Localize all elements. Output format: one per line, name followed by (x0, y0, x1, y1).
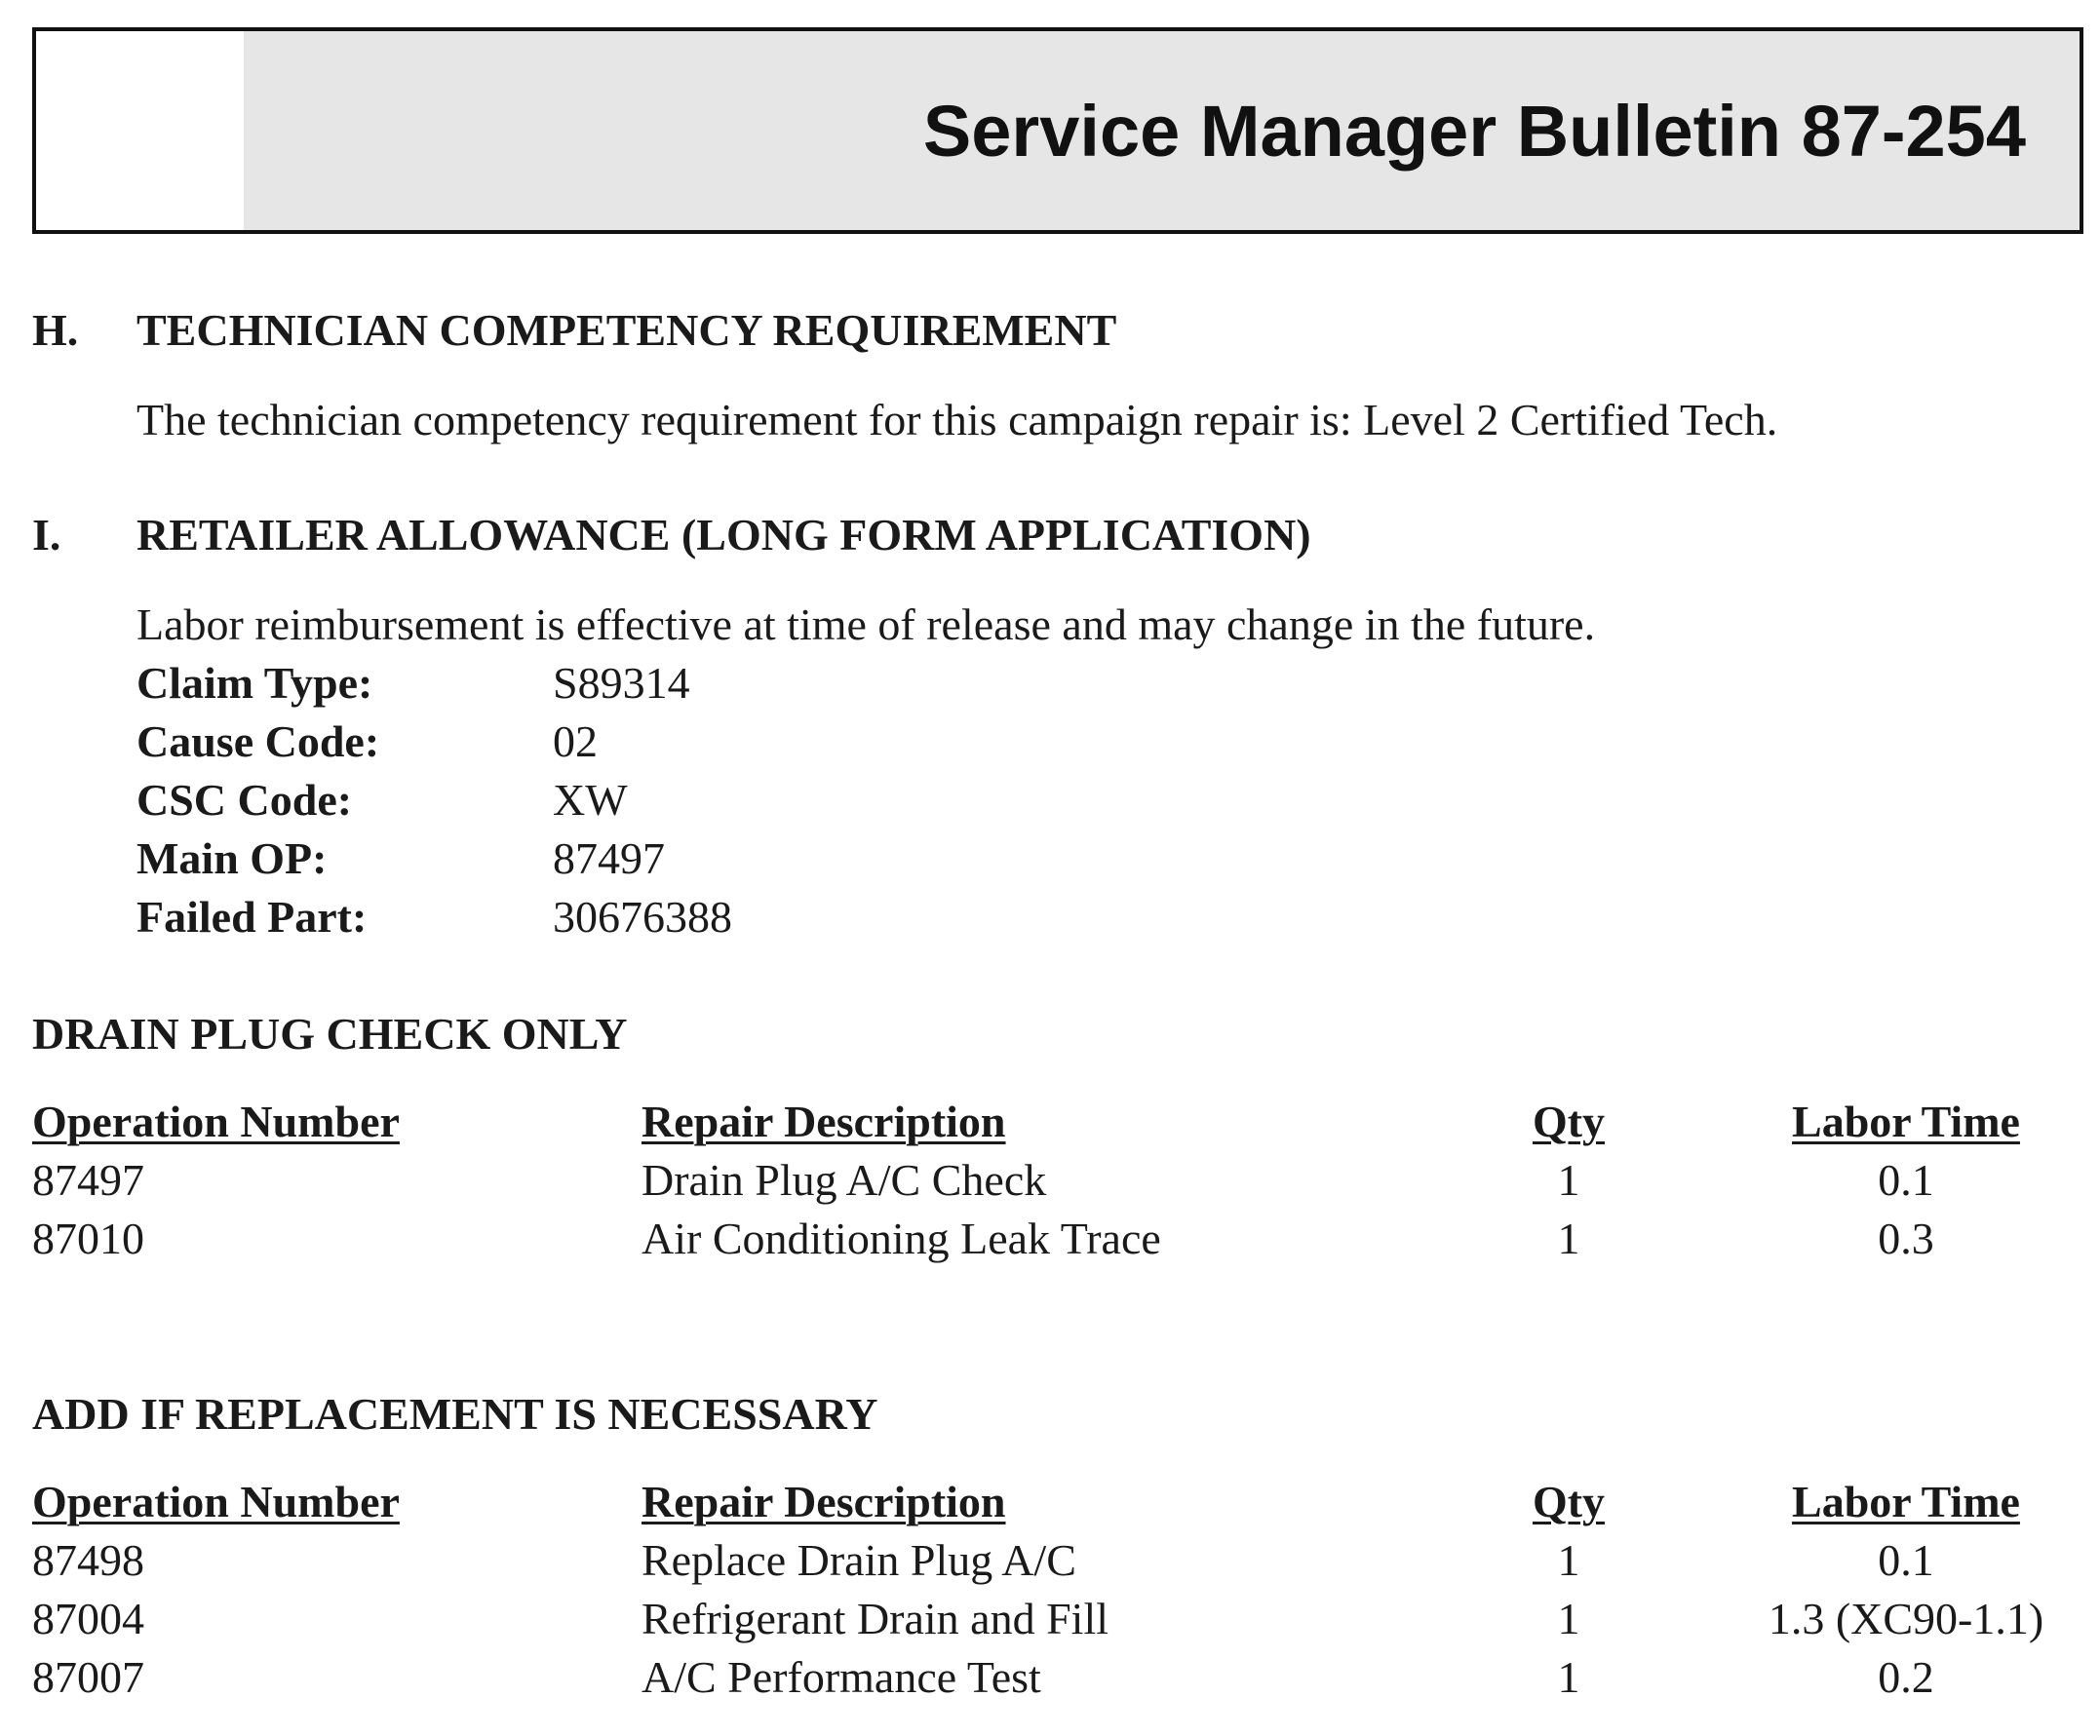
table2-row1-qty: 1 (1557, 1535, 1580, 1585)
table1-row1-qty: 1 (1557, 1155, 1580, 1205)
failed-part-label: Failed Part: (136, 892, 368, 942)
table1-header-operation: Operation Number (32, 1097, 400, 1146)
table1-header-description: Repair Description (642, 1097, 1006, 1146)
bulletin-header (32, 27, 2083, 234)
section-h-letter: H. (32, 305, 79, 355)
main-op-value: 87497 (553, 833, 665, 883)
section-h-text: The technician competency requirement for this campaign repair is: Level 2 Certified Tech. (136, 395, 1778, 444)
table1-row1-description: Drain Plug A/C Check (642, 1155, 1047, 1205)
bulletin-title: Service Manager Bulletin 87-254 (922, 91, 2026, 172)
table2-row1-description: Replace Drain Plug A/C (642, 1535, 1076, 1585)
table1-row1-operation: 87497 (32, 1155, 144, 1205)
table1-row2-description: Air Conditioning Leak Trace (642, 1214, 1161, 1263)
csc-code-label: CSC Code: (136, 775, 353, 825)
table2-row1-operation: 87498 (32, 1535, 144, 1585)
cause-code-label: Cause Code: (136, 716, 380, 766)
table2-header-labor: Labor Time (1792, 1477, 2020, 1526)
table2-row3-description: A/C Performance Test (642, 1652, 1041, 1702)
table2-row2-qty: 1 (1557, 1594, 1580, 1643)
section-i-letter: I. (32, 510, 61, 559)
table2-row3-qty: 1 (1557, 1652, 1580, 1702)
table1-row2-labor: 0.3 (1878, 1214, 1934, 1263)
table1-title: DRAIN PLUG CHECK ONLY (32, 1009, 628, 1059)
table2-row2-operation: 87004 (32, 1594, 144, 1643)
table2-header-description: Repair Description (642, 1477, 1006, 1526)
claim-type-value: S89314 (553, 658, 690, 708)
cause-code-value: 02 (553, 716, 598, 766)
table2-header-operation: Operation Number (32, 1477, 400, 1526)
table1-row2-operation: 87010 (32, 1214, 144, 1263)
table2-row2-labor: 1.3 (XC90-1.1) (1768, 1594, 2044, 1643)
table2-row3-operation: 87007 (32, 1652, 144, 1702)
table2-row2-description: Refrigerant Drain and Fill (642, 1594, 1109, 1643)
table2-row1-labor: 0.1 (1878, 1535, 1934, 1585)
table2-row3-labor: 0.2 (1878, 1652, 1934, 1702)
table2-title: ADD IF REPLACEMENT IS NECESSARY (32, 1389, 878, 1439)
csc-code-value: XW (553, 775, 628, 825)
section-i-heading: RETAILER ALLOWANCE (LONG FORM APPLICATION) (136, 510, 1311, 559)
claim-type-label: Claim Type: (136, 658, 373, 708)
section-h-heading: TECHNICIAN COMPETENCY REQUIREMENT (136, 305, 1117, 355)
table1-header-labor: Labor Time (1792, 1097, 2020, 1146)
table1-header-qty: Qty (1532, 1097, 1606, 1146)
section-i-text: Labor reimbursement is effective at time of release and may change in the future. (136, 599, 1596, 649)
table2-header-qty: Qty (1532, 1477, 1606, 1526)
table1-row2-qty: 1 (1557, 1214, 1580, 1263)
table1-row1-labor: 0.1 (1878, 1155, 1934, 1205)
main-op-label: Main OP: (136, 833, 328, 883)
failed-part-value: 30676388 (553, 892, 732, 942)
